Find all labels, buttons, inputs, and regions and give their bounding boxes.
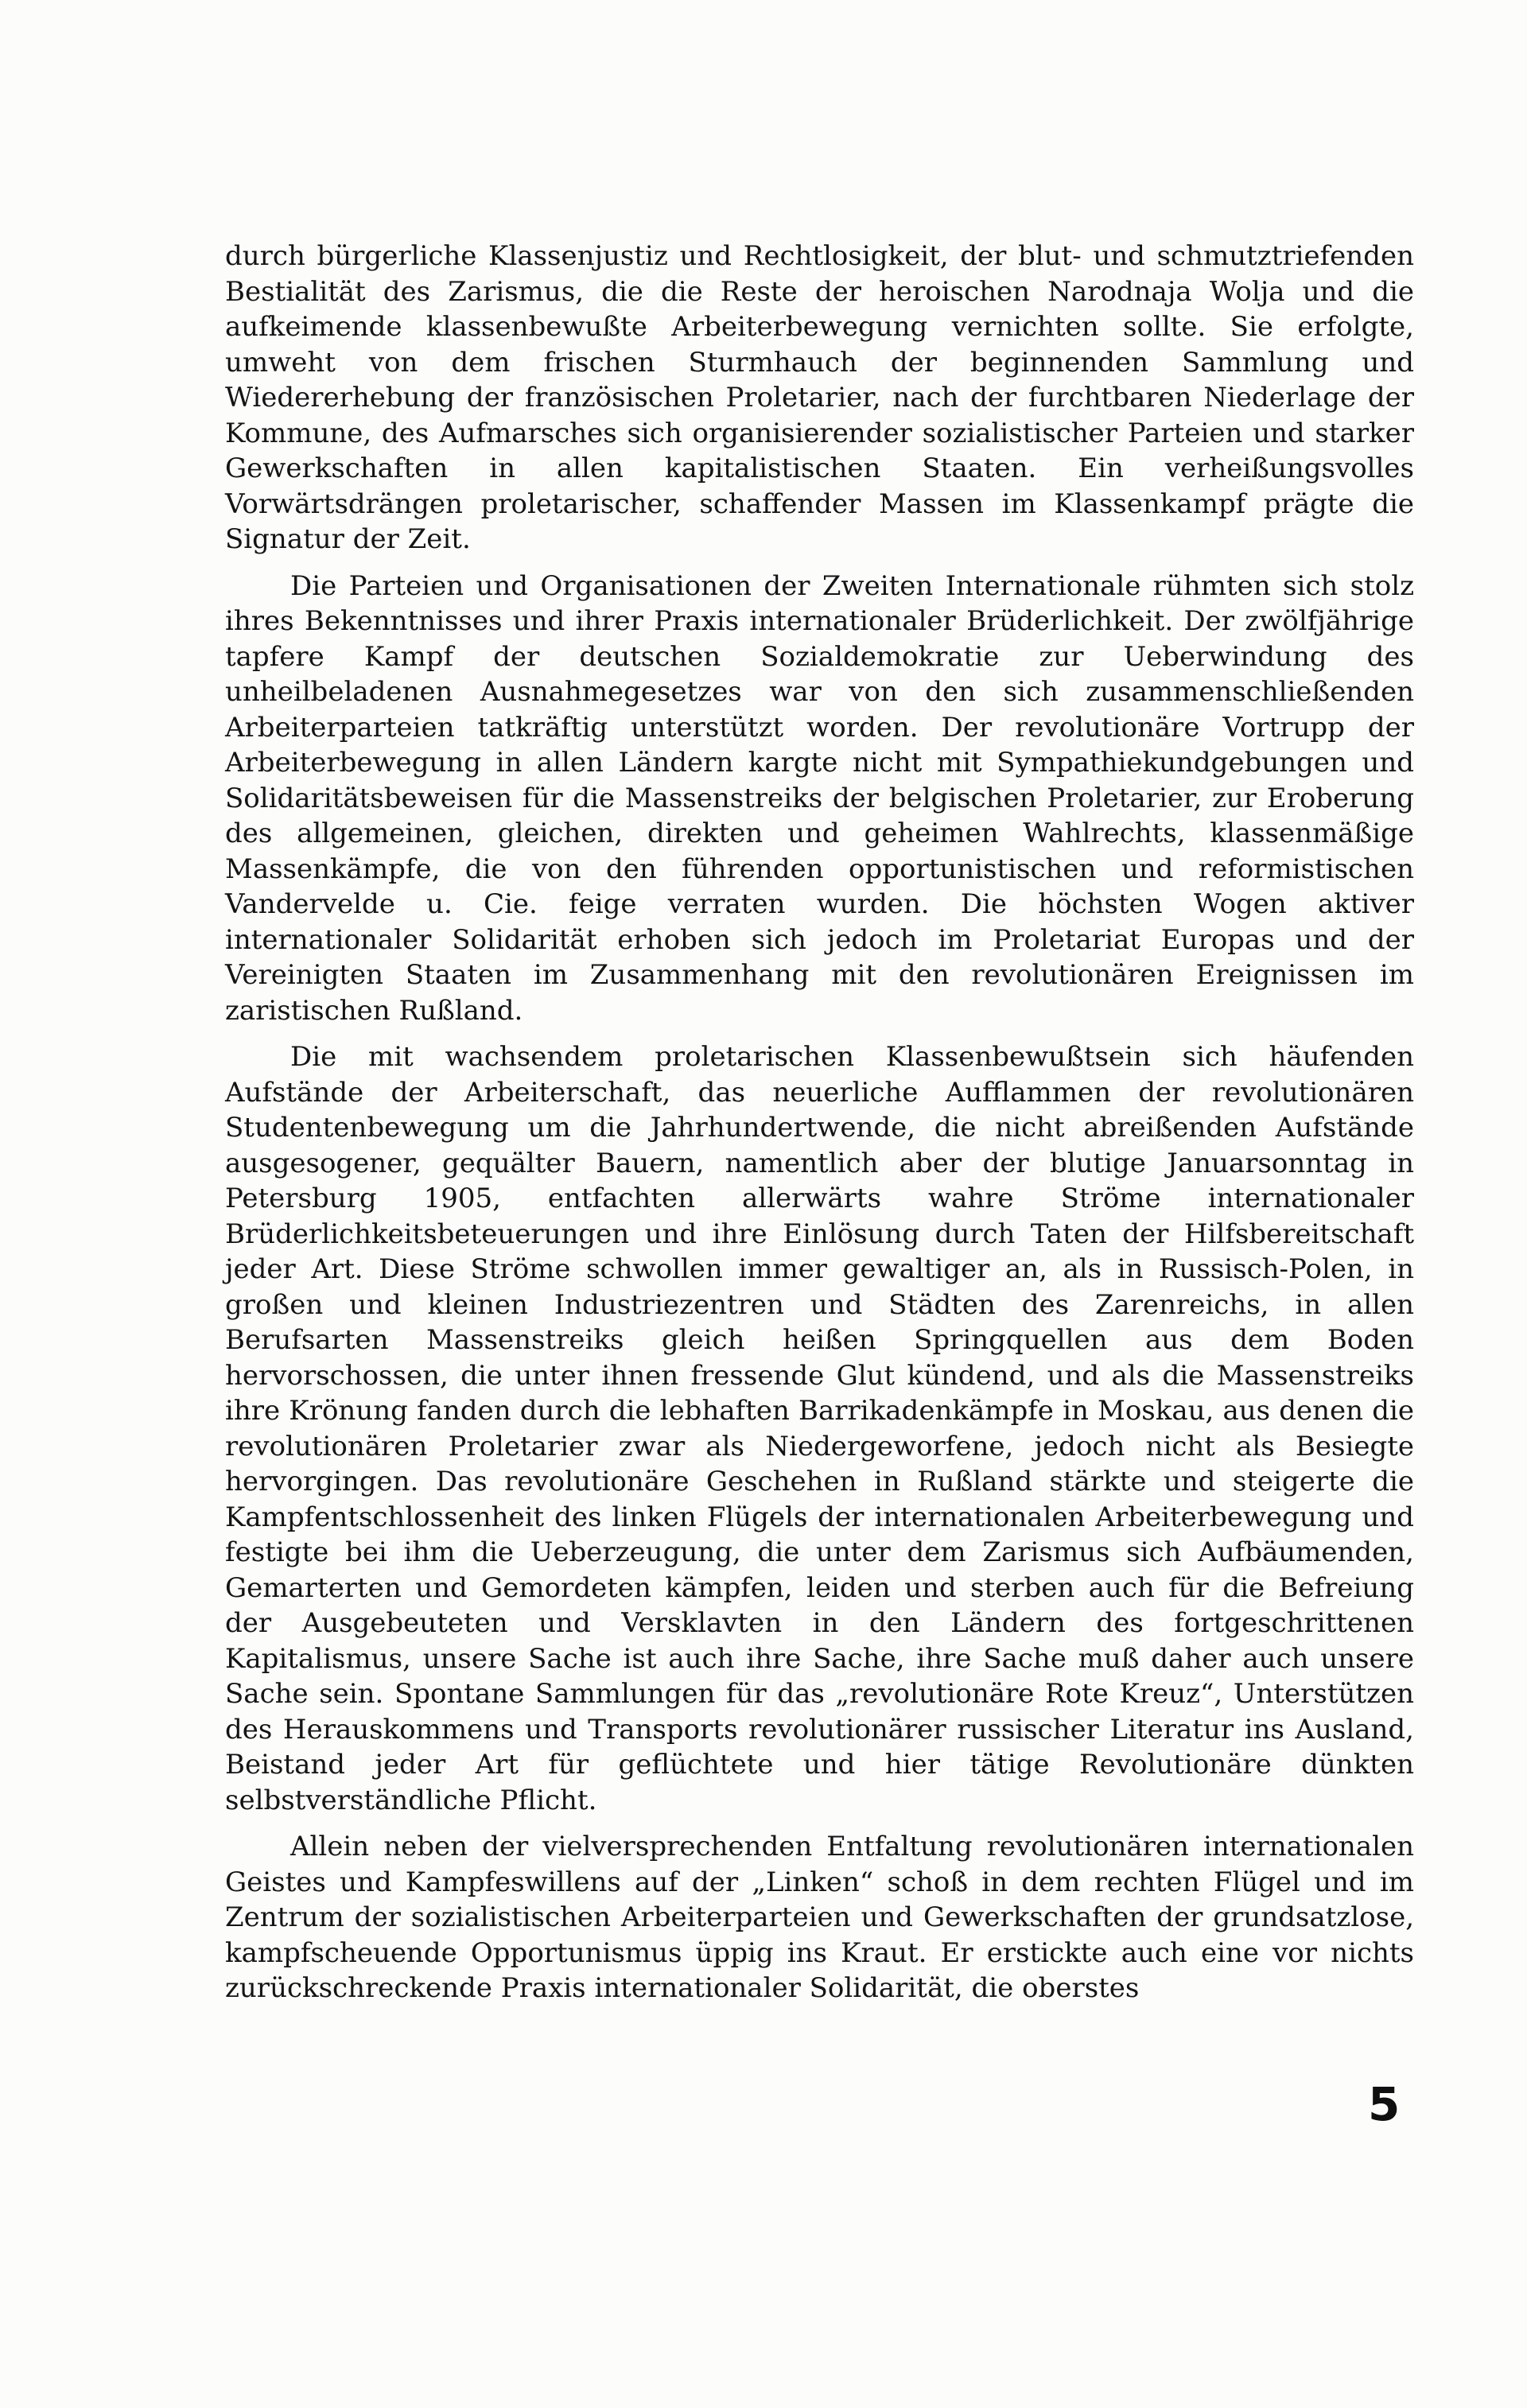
- paragraph-4: Allein neben der vielversprechenden Entfaltung revolutionären internationalen Geistes und Kampfeswillens auf der „Linken“ schoß in dem rechten Flügel und im Zentrum der sozialistischen Arbeiterparteien und Gewerkschaften der grundsatzlose, kampfscheuende Opportunismus üppig ins Kraut. Er erstickte auch eine vor nichts zurückschreckende Praxis internationaler Solidarität, die oberstes: [225, 1831, 1414, 2004]
- paragraph-2: Die Parteien und Organisationen der Zweiten Internationale rühmten sich stolz ihres Bekenntnisses und ihrer Praxis internationaler Brüderlichkeit. Der zwölfjährige tapfere Kampf der deutschen Sozialdemokratie zur Ueberwindung des unheilbeladenen Ausnahmegesetzes war von den sich zusammenschließenden Arbeiterparteien tatkräftig unterstützt worden. Der revolutionäre Vortrupp der Arbeiterbewegung in allen Ländern kargte nicht mit Sympathiekundgebungen und Solidaritätsbeweisen für die Massenstreiks der belgischen Proletarier, zur Eroberung des allgemeinen, gleichen, direkten und geheimen Wahlrechts, klassenmäßige Massenkämpfe, die von den führenden opportunistischen und reformistischen Vandervelde u. Cie. feige verraten wurden. Die höchsten Wogen aktiver internationaler Solidarität erhoben sich jedoch im Proletariat Europas und der Vereinigten Staaten im Zusammenhang mit den revolutionären Ereignissen im zaristischen Rußland.: [225, 569, 1414, 1027]
- body-text: [225, 239, 1414, 2006]
- page-number: 5: [1368, 2077, 1401, 2131]
- paragraph-3: Die mit wachsendem proletarischen Klassenbewußtsein sich häufenden Aufstände der Arbeiterschaft, das neuerliche Aufflammen der revolutionären Studentenbewegung um die Jahrhundertwende, die nicht abreißenden Aufstände ausgesogener, gequälter Bauern, namentlich aber der blutige Januarsonntag in Petersburg 1905, entfachten allerwärts wahre Ströme internationaler Brüderlichkeitsbeteuerungen und ihre Einlösung durch Taten der Hilfsbereitschaft jeder Art. Diese Ströme schwollen immer gewaltiger an, als in Russisch-Polen, in großen und kleinen Industriezentren und Städten des Zarenreichs, in allen Berufsarten Massenstreiks gleich heißen Springquellen aus dem Boden hervorschossen, die unter ihnen fressende Glut kündend, und als die Massenstreiks ihre Krönung fanden durch die lebhaften Barrikadenkämpfe in Moskau, aus denen die revolutionären Proletarier zwar als Niedergeworfene, jedoch nicht als Besiegte hervorgingen. Das revolutionäre Geschehen in Rußland stärkte und steigerte die Kampfentschlossenheit des linken Flügels der internationalen Arbeiterbewegung und festigte bei ihm die Ueberzeugung, die unter dem Zarismus sich Aufbäumenden, Gemarterten und Gemordeten kämpfen, leiden und sterben auch für die Befreiung der Ausgebeuteten und Versklavten in den Ländern des fortgeschrittenen Kapitalismus, unsere Sache ist auch ihre Sache, ihre Sache muß daher auch unsere Sache sein. Spontane Sammlungen für das „revolutionäre Rote Kreuz“, Unterstützen des Herauskommens und Transports revolutionärer russischer Literatur ins Ausland, Beistand jeder Art für geflüchtete und hier tätige Revolutionäre dünkten selbstverständliche Pflicht.: [225, 1041, 1414, 1816]
- paragraph-1: durch bürgerliche Klassenjustiz und Rechtlosigkeit, der blut- und schmutztriefenden Bestialität des Zarismus, die die Reste der heroischen Narodnaja Wolja und die aufkeimende klassenbewußte Arbeiterbewegung vernichten sollte. Sie erfolgte, umweht von dem frischen Sturmhauch der beginnenden Sammlung und Wiedererhebung der französischen Proletarier, nach der furchtbaren Niederlage der Kommune, des Aufmarsches sich organisierender sozialistischer Parteien und starker Gewerkschaften in allen kapitalistischen Staaten. Ein verheißungsvolles Vorwärtsdrängen proletarischer, schaffender Massen im Klassenkampf prägte die Signatur der Zeit.: [225, 240, 1414, 555]
